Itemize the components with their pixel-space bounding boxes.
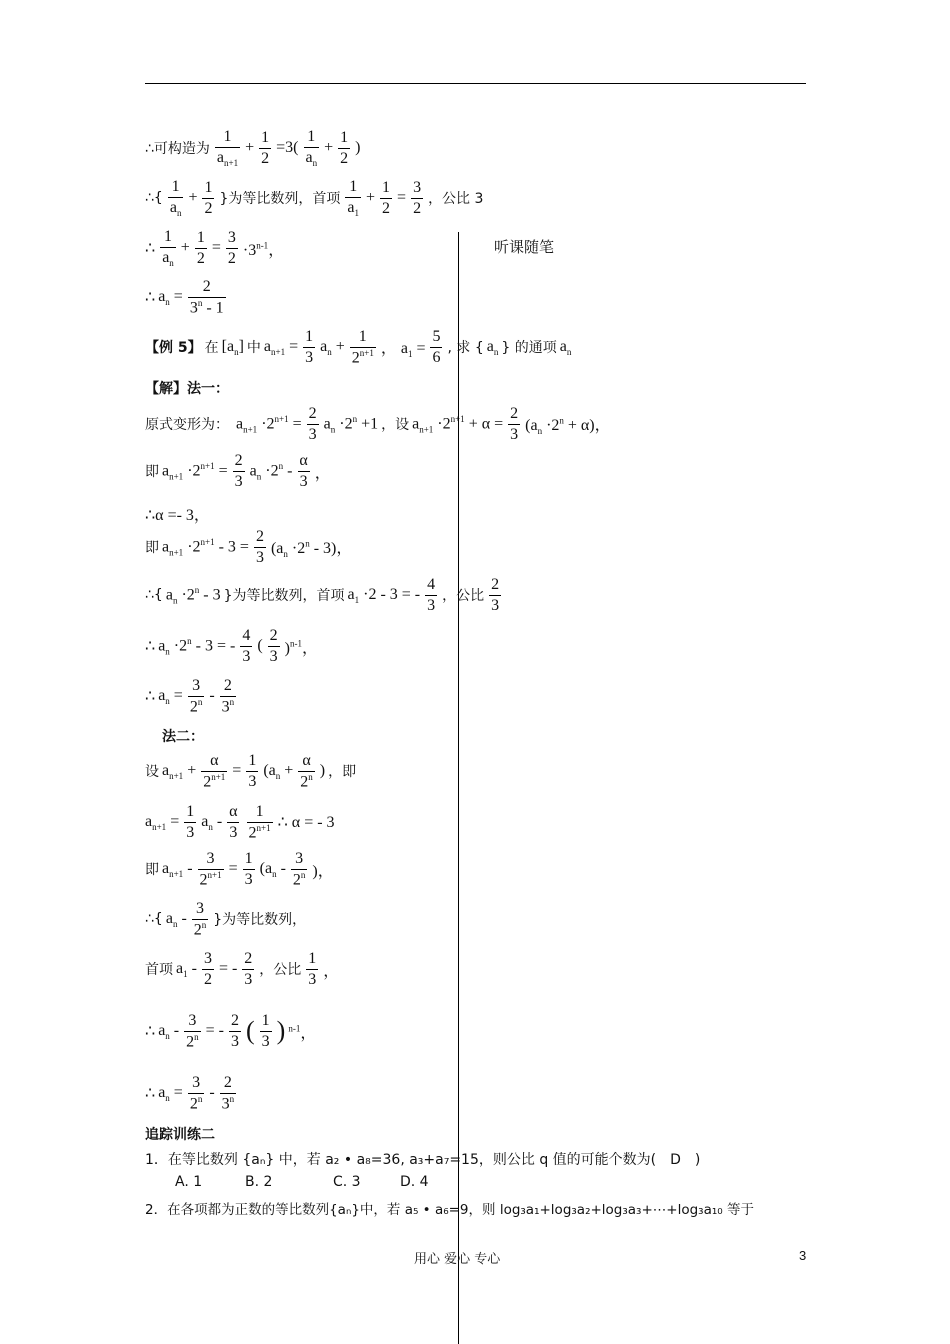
formula-line-6: 原式变形为： $a_{n+1} \cdot 2^{n+1}$ = $\frac{2}{3}$ $a_n \cdot 2^n +1$ ，设 $a_{n+1} \cdot 2^{n+1} + \alpha$ = $\frac{2}{3}$ $(a_n \cdot 2^n + \alpha)$，	[145, 405, 611, 443]
training-title: 追踪训练二	[145, 1127, 215, 1143]
method-two-label: 法二：	[162, 729, 204, 745]
formula-line-1: ∴可构造为 $\frac{1}{a_{n+1}}$ + $\frac{1}{2}$ =3( $\frac{1}{a_n}$ + $\frac{1}{2}$ )	[145, 128, 361, 168]
formula-line-12: ∴ $a_n$ = $\frac{3}{2^n}$ - $\frac{2}{3^n}$	[145, 677, 235, 715]
formula-line-7: 即 $a_{n+1} \cdot 2^{n+1}$ = $\frac{2}{3}$ $a_n \cdot 2^n$ - $\frac{\alpha}{3}$ ，	[145, 452, 331, 490]
formula-line-19: ∴ $a_n$ = $\frac{3}{2^n}$ - $\frac{2}{3^n}$	[145, 1074, 235, 1112]
option-d: D. 4	[400, 1174, 429, 1190]
formula-line-4: ∴ $a_n$ = $\frac{2}{3^n - 1}$	[145, 278, 224, 316]
formula-line-9: 即 $a_{n+1} \cdot 2^{n+1} - 3$ = $\frac{2}{3}$ $(a_n \cdot 2^n - 3)$，	[145, 528, 353, 566]
side-note: 听课随笔	[494, 238, 555, 256]
question-1-options	[175, 1174, 440, 1190]
page-number: 3	[799, 1248, 807, 1263]
margin-divider	[458, 232, 459, 1344]
example-5: 【例 5】 在 $[a_n]$ 中 $a_{n+1}$ = $\frac{1}{3}$ $a_n$ + $\frac{1}{2^{n+1}}$ ， $a_1$ = $\frac{5}{6}$ , 求 { $a_n$ } 的通项 $a_n$	[145, 328, 572, 366]
formula-line-8: ∴α =- 3，	[145, 507, 210, 524]
formula-line-2: ∴{ $\frac{1}{a_n}$ + $\frac{1}{2}$ }为等比数列，首项 $\frac{1}{a_1}$ + $\frac{1}{2}$ = $\frac{3}{2}$ ，公比 3	[145, 178, 484, 218]
option-a: A. 1	[175, 1174, 203, 1190]
formula-line-14: $a_{n+1}$ = $\frac{1}{3}$ $a_n$ - $\frac{\alpha}{3}$ $\frac{1}{2^{n+1}}$ ∴ α = - 3	[145, 803, 335, 841]
formula-line-3: ∴ $\frac{1}{a_n}$ + $\frac{1}{2}$ = $\frac{3}{2}$ $\cdot 3^{n-1}$，	[145, 228, 285, 268]
formula-line-18: ∴ $a_n$ - $\frac{3}{2^n}$ = - $\frac{2}{3}$ ( $\frac{1}{3}$ ) $^{n-1}$，	[145, 1012, 317, 1050]
formula-line-13: 设 $a_{n+1}$ + $\frac{\alpha}{2^{n+1}}$ = $\frac{1}{3}$ ($a_n$ + $\frac{\alpha}{2^n}$ ) ，即	[145, 752, 357, 790]
formula-line-16: ∴{ $a_n$ - $\frac{3}{2^n}$ }为等比数列，	[145, 900, 307, 938]
formula-line-11: ∴ $a_n \cdot 2^n - 3$ = - $\frac{4}{3}$ ( $\frac{2}{3}$ )$^{n-1}$，	[145, 627, 318, 665]
question-1: 1．在等比数列 {aₙ} 中，若 a₂ • a₈=36, a₃+a₇=15，则公比 q 值的可能个数为( D )	[145, 1152, 701, 1168]
formula-line-17: 首项 $a_1$ - $\frac{3}{2}$ = - $\frac{2}{3}$ ，公比 $\frac{1}{3}$ ，	[145, 950, 340, 988]
option-c: C. 3	[333, 1174, 361, 1190]
formula-line-15: 即 $a_{n+1}$ - $\frac{3}{2^{n+1}}$ = $\frac{1}{3}$ ($a_n$ - $\frac{3}{2^n}$ )，	[145, 850, 334, 888]
question-2: 2．在各项都为正数的等比数列{aₙ}中，若 a₅ • a₆=9，则 log₃a₁+log₃a₂+log₃a₃+⋯+log₃a₁₀ 等于	[145, 1202, 754, 1218]
formula-line-10: ∴{ $a_n \cdot 2^n - 3$ }为等比数列，首项 $a_1 \cdot 2 - 3$ = - $\frac{4}{3}$ ，公比 $\frac{2}{3}$	[145, 576, 500, 614]
header-rule	[145, 83, 806, 84]
footer-text: 用心 爱心 专心	[414, 1252, 501, 1267]
option-b: B. 2	[245, 1174, 273, 1190]
solution-label: 【解】法一：	[145, 381, 229, 397]
